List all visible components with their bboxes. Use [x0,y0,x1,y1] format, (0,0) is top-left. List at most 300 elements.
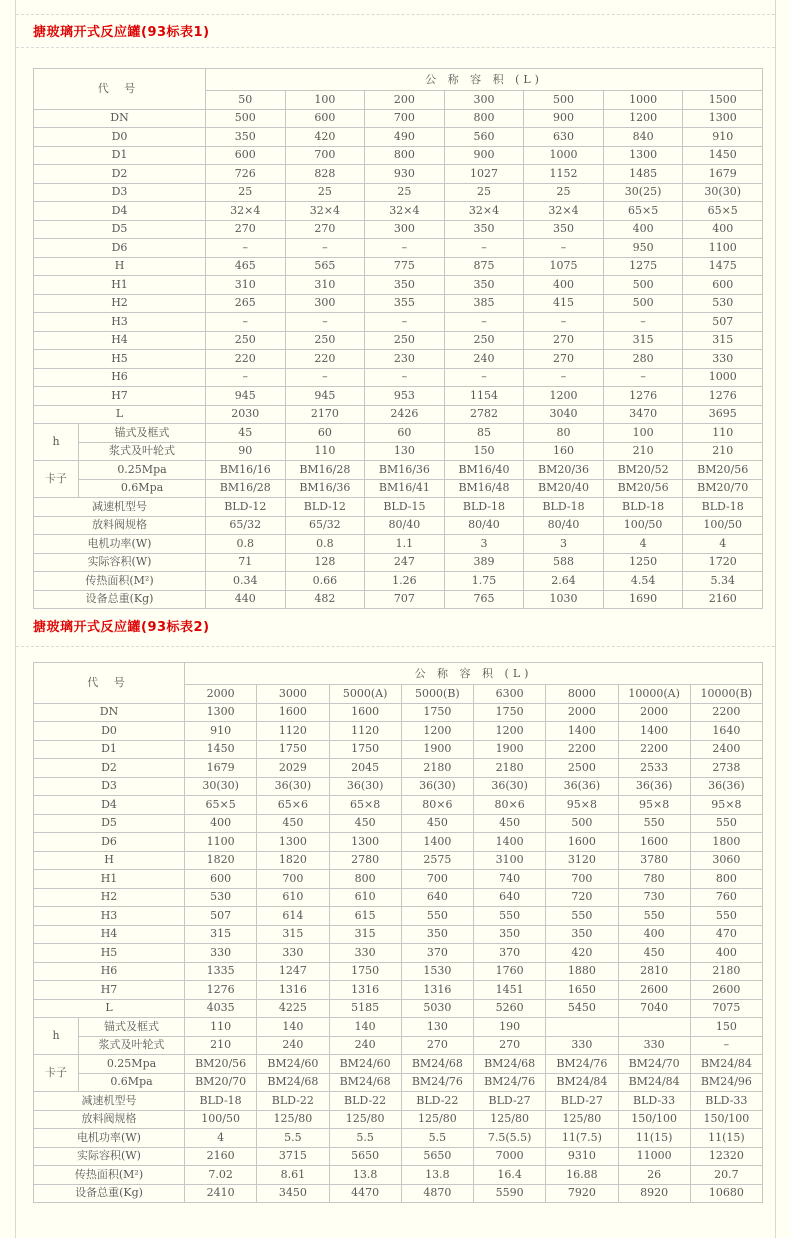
table-cell: 350 [365,276,445,295]
table-cell: 450 [257,814,329,833]
table-row [34,1110,763,1129]
section-title-table-1: 搪玻璃开式反应罐(93标表1) [33,25,210,40]
table-cell: 550 [690,907,762,926]
table-row [34,1073,763,1092]
row-label: H2 [34,294,206,313]
table-cell: 7000 [474,1147,546,1166]
table-cell: 270 [524,331,604,350]
dashed-divider-under-title-1 [16,47,775,48]
table-cell: 560 [444,128,524,147]
table-cell: 5450 [546,999,618,1018]
table-row [34,442,763,461]
table-cell: BM20/56 [603,479,683,498]
table-cell: 530 [683,294,763,313]
table-cell: BM24/76 [474,1073,546,1092]
row-label: 传热面积(M²) [34,1166,185,1185]
table-cell: 900 [444,146,524,165]
table-row [34,1036,763,1055]
capacity-column-header: 3000 [257,685,329,704]
table-cell: 400 [185,814,257,833]
table-cell: 20.7 [690,1166,762,1185]
table-row [34,777,763,796]
capacity-column-header: 10000(A) [618,685,690,704]
table-cell: 2.64 [524,572,604,591]
table-cell: 60 [285,424,365,443]
table-cell: BM24/84 [690,1055,762,1074]
table-cell: 900 [524,109,604,128]
table-row [34,1018,763,1037]
table-row [34,257,763,276]
table-cell: 1800 [690,833,762,852]
table-cell: 45 [206,424,286,443]
table-cell: BLD-18 [524,498,604,517]
table-cell: 2000 [618,703,690,722]
table-cell: 11(15) [690,1129,762,1148]
table-cell: 0.8 [206,535,286,554]
table-cell: BM16/16 [206,461,286,480]
table-row [34,888,763,907]
table-cell [618,1018,690,1037]
dashed-divider-top [16,14,775,15]
table-cell: 630 [524,128,604,147]
table-cell: BM24/76 [546,1055,618,1074]
table-cell: 1200 [401,722,473,741]
table-cell: 500 [603,276,683,295]
table-cell: 1750 [329,962,401,981]
table-row [34,479,763,498]
table-cell: BM16/36 [365,461,445,480]
row-label: 减速机型号 [34,1092,185,1111]
table-cell: 420 [285,128,365,147]
table-cell: 247 [365,553,445,572]
table-row [34,851,763,870]
row-label: 0.6Mpa [79,479,206,498]
table-cell: 1600 [618,833,690,852]
table-cell: 65×5 [185,796,257,815]
table-cell: 315 [257,925,329,944]
table-cell: 1000 [683,368,763,387]
table-cell: 190 [474,1018,546,1037]
table-cell: 1400 [546,722,618,741]
table-cell: 953 [365,387,445,406]
table-cell: 1750 [401,703,473,722]
table-cell: 1451 [474,981,546,1000]
table-cell: BM24/76 [401,1073,473,1092]
row-label: 实际容积(W) [34,1147,185,1166]
table-cell: 370 [401,944,473,963]
table-cell: 588 [524,553,604,572]
table-cell: – [285,239,365,258]
table-cell: 95×8 [690,796,762,815]
table-cell: 270 [524,350,604,369]
capacity-column-header: 8000 [546,685,618,704]
table-cell: 600 [683,276,763,295]
table-cell: 1.75 [444,572,524,591]
table-cell: 800 [690,870,762,889]
table-cell: 2410 [185,1184,257,1203]
table-row [34,722,763,741]
table-cell: 5650 [401,1147,473,1166]
row-label: D0 [34,128,206,147]
table-cell: 1450 [683,146,763,165]
table-cell: 250 [444,331,524,350]
row-label: 减速机型号 [34,498,206,517]
row-label: D5 [34,220,206,239]
table-cell: 1316 [401,981,473,1000]
table-cell: BM24/68 [401,1055,473,1074]
table-cell: 5185 [329,999,401,1018]
table-cell: 415 [524,294,604,313]
table-cell: 3695 [683,405,763,424]
table-row [34,962,763,981]
table-cell: 1400 [401,833,473,852]
table-cell: 775 [365,257,445,276]
table-row [34,368,763,387]
row-label: 0.25Mpa [79,1055,185,1074]
table-cell: BM16/40 [444,461,524,480]
table-cell: 614 [257,907,329,926]
table-cell: 5650 [329,1147,401,1166]
right-page-border [775,0,776,1238]
row-label: D4 [34,202,206,221]
row-label: H2 [34,888,185,907]
table-cell: 5.34 [683,572,763,591]
table-cell: 2180 [474,759,546,778]
table-cell: 2600 [690,981,762,1000]
table-cell: 350 [206,128,286,147]
table-row [34,350,763,369]
table-cell: 450 [618,944,690,963]
table-cell: 220 [285,350,365,369]
table-cell: 1679 [185,759,257,778]
table-row [34,703,763,722]
table-cell: 140 [329,1018,401,1037]
spec-table-2 [33,662,763,1203]
table-cell: 2029 [257,759,329,778]
row-label: D3 [34,777,185,796]
table-cell: 240 [257,1036,329,1055]
table-row [34,331,763,350]
table-cell: 100/50 [185,1110,257,1129]
capacity-header: 公 称 容 积 (L) [185,663,763,685]
dashed-divider-under-title-2 [16,646,775,647]
row-label: H7 [34,981,185,1000]
table-cell: 220 [206,350,286,369]
table-cell: 1880 [546,962,618,981]
table-row [34,999,763,1018]
table-cell: 760 [690,888,762,907]
table-cell: 60 [365,424,445,443]
table-cell: 13.8 [329,1166,401,1185]
table-cell: 11000 [618,1147,690,1166]
table-cell: 765 [444,590,524,609]
table-cell: 4870 [401,1184,473,1203]
table-cell: 65/32 [206,516,286,535]
table-cell: 490 [365,128,445,147]
table-cell: 1100 [683,239,763,258]
table-row [34,814,763,833]
table-cell: – [365,313,445,332]
table-cell: 1400 [618,722,690,741]
capacity-column-header: 2000 [185,685,257,704]
table-cell: 210 [603,442,683,461]
table-cell: 4470 [329,1184,401,1203]
table-cell: 80/40 [365,516,445,535]
table-cell: 315 [185,925,257,944]
table-row [34,833,763,852]
table-cell: 945 [206,387,286,406]
table-cell: 910 [185,722,257,741]
table-cell: 160 [524,442,604,461]
table-cell: 700 [365,109,445,128]
table-cell: 26 [618,1166,690,1185]
table-cell: 265 [206,294,286,313]
table-cell: 5260 [474,999,546,1018]
table-cell: 65×5 [683,202,763,221]
table-cell: 300 [365,220,445,239]
table-cell: BM24/84 [618,1073,690,1092]
table-cell: 32×4 [444,202,524,221]
row-label: 电机功率(W) [34,1129,185,1148]
table-cell: – [690,1036,762,1055]
table-cell: 500 [603,294,683,313]
table-cell: 30(25) [603,183,683,202]
table-cell: 730 [618,888,690,907]
table-cell: 530 [185,888,257,907]
table-cell: 36(30) [329,777,401,796]
table-cell: 100/50 [603,516,683,535]
table-cell: 500 [546,814,618,833]
table-cell: 2180 [690,962,762,981]
table-cell: 140 [257,1018,329,1037]
table-cell: 482 [285,590,365,609]
row-label: 设备总重(Kg) [34,1184,185,1203]
table-cell: 150 [444,442,524,461]
table-cell: 600 [206,146,286,165]
table-cell: 25 [365,183,445,202]
table-cell: 1276 [603,387,683,406]
table-cell: 400 [524,276,604,295]
table-row [34,907,763,926]
table-cell: BM24/60 [329,1055,401,1074]
table-cell: BM24/68 [329,1073,401,1092]
table-cell: 3100 [474,851,546,870]
table-cell: 125/80 [474,1110,546,1129]
table-cell: 1400 [474,833,546,852]
table-cell: 3120 [546,851,618,870]
table-cell: 8.61 [257,1166,329,1185]
table-row [34,944,763,963]
table-cell: 1485 [603,165,683,184]
table-cell: BLD-15 [365,498,445,517]
table-cell: BLD-27 [546,1092,618,1111]
table-cell: 80 [524,424,604,443]
table-cell: 1750 [474,703,546,722]
table-cell: 1275 [603,257,683,276]
table-cell: 4 [683,535,763,554]
table-cell: 507 [185,907,257,926]
capacity-column-header: 50 [206,91,286,110]
table-cell: 1316 [329,981,401,1000]
table-cell: 5.5 [257,1129,329,1148]
table-cell: 2500 [546,759,618,778]
table-cell: 550 [618,907,690,926]
table-row [34,1092,763,1111]
table-cell: 7.02 [185,1166,257,1185]
table-cell: 240 [444,350,524,369]
table-cell: 400 [690,944,762,963]
table-cell: 315 [329,925,401,944]
table-cell: 150/100 [690,1110,762,1129]
table-cell: BLD-33 [618,1092,690,1111]
code-header: 代 号 [34,663,185,704]
table-cell: 25 [444,183,524,202]
table-cell: 1152 [524,165,604,184]
spec-table-2-container [33,662,762,1203]
table-cell: 700 [401,870,473,889]
table-cell: 1276 [185,981,257,1000]
table-cell: 9310 [546,1147,618,1166]
table-cell: 8920 [618,1184,690,1203]
table-row [34,590,763,609]
table-cell: 3060 [690,851,762,870]
table-cell: BM16/28 [285,461,365,480]
table-cell: 640 [474,888,546,907]
table-cell: 315 [603,331,683,350]
table-cell: 32×4 [206,202,286,221]
table-cell: 13.8 [401,1166,473,1185]
row-label: 电机功率(W) [34,535,206,554]
table-cell: 230 [365,350,445,369]
table-cell: 32×4 [285,202,365,221]
table-cell: 1720 [683,553,763,572]
table-cell: 1690 [603,590,683,609]
table-row [34,1129,763,1148]
row-group-label: 卡子 [34,1055,79,1092]
table-cell: 550 [474,907,546,926]
table-cell: 110 [285,442,365,461]
table-cell: 450 [474,814,546,833]
table-cell: 945 [285,387,365,406]
table-cell: BLD-22 [401,1092,473,1111]
table-cell: 210 [185,1036,257,1055]
table-cell: 150 [690,1018,762,1037]
table-cell: 16.4 [474,1166,546,1185]
table-cell: 2200 [618,740,690,759]
row-label: 实际容积(W) [34,553,206,572]
table-cell: BM16/36 [285,479,365,498]
table-cell: BM16/41 [365,479,445,498]
row-label: H1 [34,276,206,295]
table-cell: 240 [329,1036,401,1055]
row-label: 0.6Mpa [79,1073,185,1092]
table-cell: BM20/56 [683,461,763,480]
table-row [34,535,763,554]
table-cell: 1300 [603,146,683,165]
table-cell: 330 [683,350,763,369]
table-cell: – [206,313,286,332]
table-cell: BM24/60 [257,1055,329,1074]
capacity-column-header: 5000(A) [329,685,401,704]
table-cell: – [444,239,524,258]
table-cell: 1600 [546,833,618,852]
table-row [34,1147,763,1166]
table-cell: 7920 [546,1184,618,1203]
row-group-label: h [34,1018,79,1055]
row-label: H6 [34,368,206,387]
row-label: D1 [34,740,185,759]
row-label: 放料阀规格 [34,1110,185,1129]
table-cell: 355 [365,294,445,313]
table-row [34,220,763,239]
table-cell: 130 [401,1018,473,1037]
table-cell: 1335 [185,962,257,981]
row-label: 锚式及框式 [79,424,206,443]
table-cell: 36(30) [474,777,546,796]
row-label: H1 [34,870,185,889]
table-cell: 10680 [690,1184,762,1203]
row-group-label: h [34,424,79,461]
table-cell: BM16/28 [206,479,286,498]
table-cell: 80×6 [474,796,546,815]
table-cell: 7.5(5.5) [474,1129,546,1148]
table-cell: 65×6 [257,796,329,815]
capacity-column-header: 5000(B) [401,685,473,704]
table-cell: 2030 [206,405,286,424]
table-row [34,870,763,889]
table-cell: – [444,313,524,332]
table-cell: 1154 [444,387,524,406]
table-row [34,183,763,202]
table-cell: 800 [444,109,524,128]
table-cell: 4.54 [603,572,683,591]
table-cell: 1600 [257,703,329,722]
table-cell: BM24/96 [690,1073,762,1092]
row-label: H4 [34,925,185,944]
table-cell: 1750 [329,740,401,759]
table-cell: 5590 [474,1184,546,1203]
left-page-border [15,0,16,1238]
table-cell: 25 [285,183,365,202]
table-cell: 2160 [185,1147,257,1166]
table-cell: 80×6 [401,796,473,815]
table-cell: 1300 [257,833,329,852]
table-cell: BM16/48 [444,479,524,498]
table-cell: 500 [206,109,286,128]
row-label: D0 [34,722,185,741]
table-cell: 1200 [603,109,683,128]
table-cell: 71 [206,553,286,572]
row-label: L [34,405,206,424]
table-row [34,516,763,535]
table-cell: 4 [185,1129,257,1148]
row-label: D1 [34,146,206,165]
row-group-label: 卡子 [34,461,79,498]
table-row [34,1166,763,1185]
table-cell: 400 [603,220,683,239]
row-label: D2 [34,165,206,184]
row-label: 锚式及框式 [79,1018,185,1037]
table-cell: BLD-18 [444,498,524,517]
table-cell: 125/80 [546,1110,618,1129]
table-cell: 600 [185,870,257,889]
row-label: H4 [34,331,206,350]
table-cell: 1120 [257,722,329,741]
table-cell: 90 [206,442,286,461]
table-row [34,925,763,944]
table-cell: 4225 [257,999,329,1018]
table-cell: 330 [546,1036,618,1055]
